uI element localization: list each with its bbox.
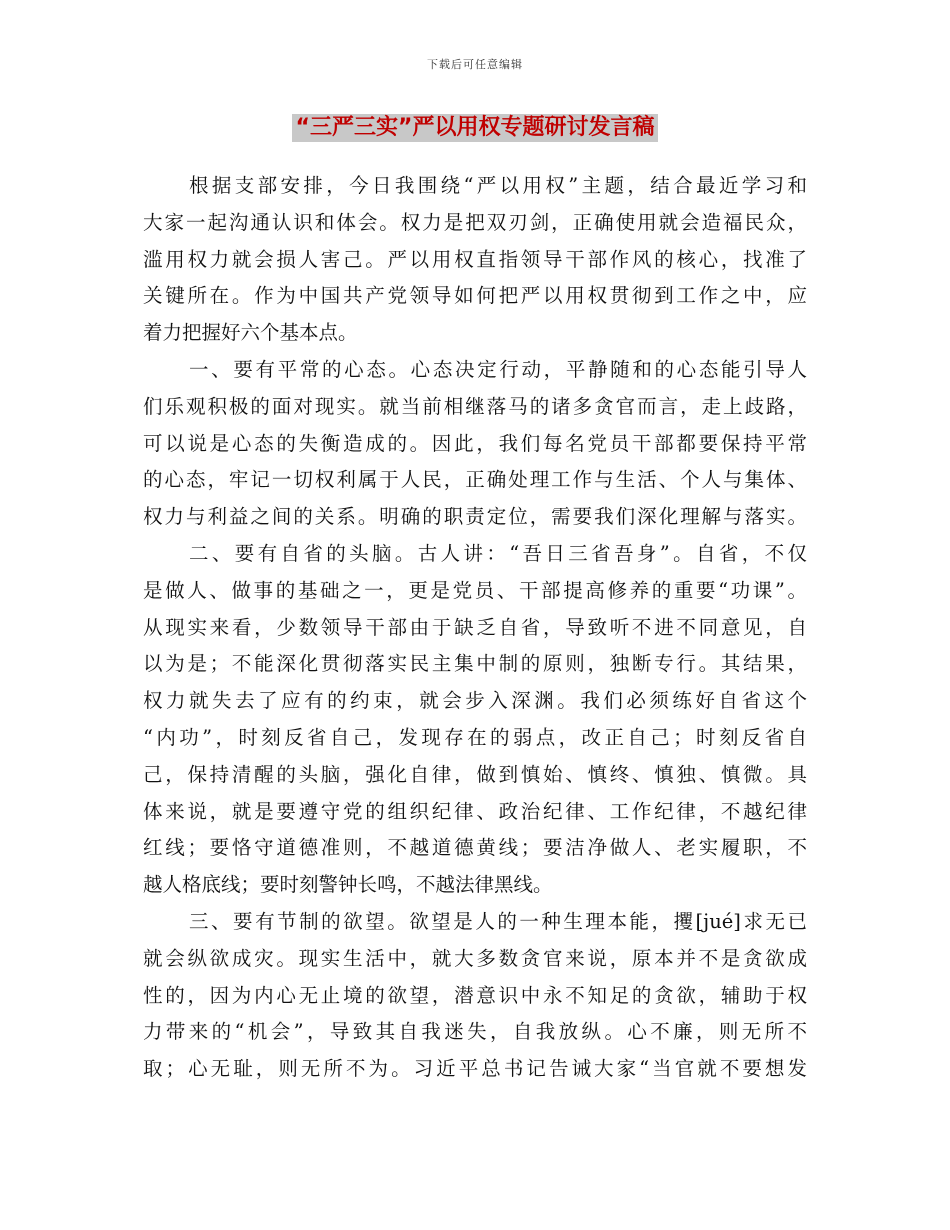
paragraph-line: 权力就失去了应有的约束，就会步入深渊。我们必须练好自省这个 [143, 689, 807, 713]
paragraph-line: 的心态，牢记一切权利属于人民，正确处理工作与生活、个人与集体、 [143, 468, 807, 492]
paragraph-line: 红线；要恪守道德准则，不越道德黄线；要洁净做人、老实履职，不 [143, 836, 807, 860]
paragraph-line: 关键所在。作为中国共产党领导如何把严以用权贯彻到工作之中，应 [143, 284, 807, 308]
paragraph-line: 体来说，就是要遵守党的组织纪律、政治纪律、工作纪律，不越纪律 [143, 799, 807, 823]
paragraph-line: “内功”，时刻反省自己，发现存在的弱点，改正自己；时刻反省自 [143, 725, 807, 749]
page-header-note: 下载后可任意编辑 [427, 58, 523, 71]
paragraph-line: 己，保持清醒的头脑，强化自律，做到慎始、慎终、慎独、慎微。具 [143, 762, 807, 786]
paragraph-line: 大家一起沟通认识和体会。权力是把双刃剑，正确使用就会造福民众， [143, 210, 807, 234]
document-title: “三严三实”严以用权专题研讨发言稿 [292, 114, 659, 142]
paragraph-line: 着力把握好六个基本点。 [143, 321, 358, 345]
paragraph-line: 以为是；不能深化贯彻落实民主集中制的原则，独断专行。其结果， [143, 652, 807, 676]
paragraph-line: 根据支部安排，今日我围绕“严以用权”主题，结合最近学习和 [189, 174, 807, 197]
paragraph-line: 权力与利益之间的关系。明确的职责定位，需要我们深化理解与落实。 [143, 505, 807, 529]
paragraph-line: 可以说是心态的失衡造成的。因此，我们每名党员干部都要保持平常 [143, 431, 807, 455]
title-container [0, 114, 950, 142]
paragraph-line: 从现实来看，少数领导干部由于缺乏自省，导致听不进不同意见，自 [143, 615, 807, 639]
paragraph-line: 们乐观积极的面对现实。就当前相继落马的诸多贪官而言，走上歧路， [143, 394, 807, 418]
paragraph-line: 力带来的“机会”，导致其自我迷失，自我放纵。心不廉，则无所不 [143, 1020, 807, 1044]
paragraph-line: 二、要有自省的头脑。古人讲：“吾日三省吾身”。自省，不仅 [189, 541, 807, 565]
paragraph-line: 取；心无耻，则无所不为。习近平总书记告诫大家“当官就不要想发 [143, 1057, 807, 1081]
paragraph-line: 滥用权力就会损人害己。严以用权直指领导干部作风的核心，找准了 [143, 247, 807, 271]
paragraph-line: 越人格底线；要时刻警钟长鸣，不越法律黑线。 [143, 873, 553, 897]
paragraph-line: 就会纵欲成灾。现实生活中，就大多数贪官来说，原本并不是贪欲成 [143, 946, 807, 970]
paragraph-line: 是做人、做事的基础之一，更是党员、干部提高修养的重要“功课”。 [143, 578, 807, 602]
paragraph-line: 三、要有节制的欲望。欲望是人的一种生理本能，攫[jué]求无已 [189, 909, 807, 933]
paragraph-line: 性的，因为内心无止境的欲望，潜意识中永不知足的贪欲，辅助于权 [143, 983, 807, 1007]
paragraph-line: 一、要有平常的心态。心态决定行动，平静随和的心态能引导人 [189, 357, 807, 381]
document-body [143, 168, 807, 1088]
